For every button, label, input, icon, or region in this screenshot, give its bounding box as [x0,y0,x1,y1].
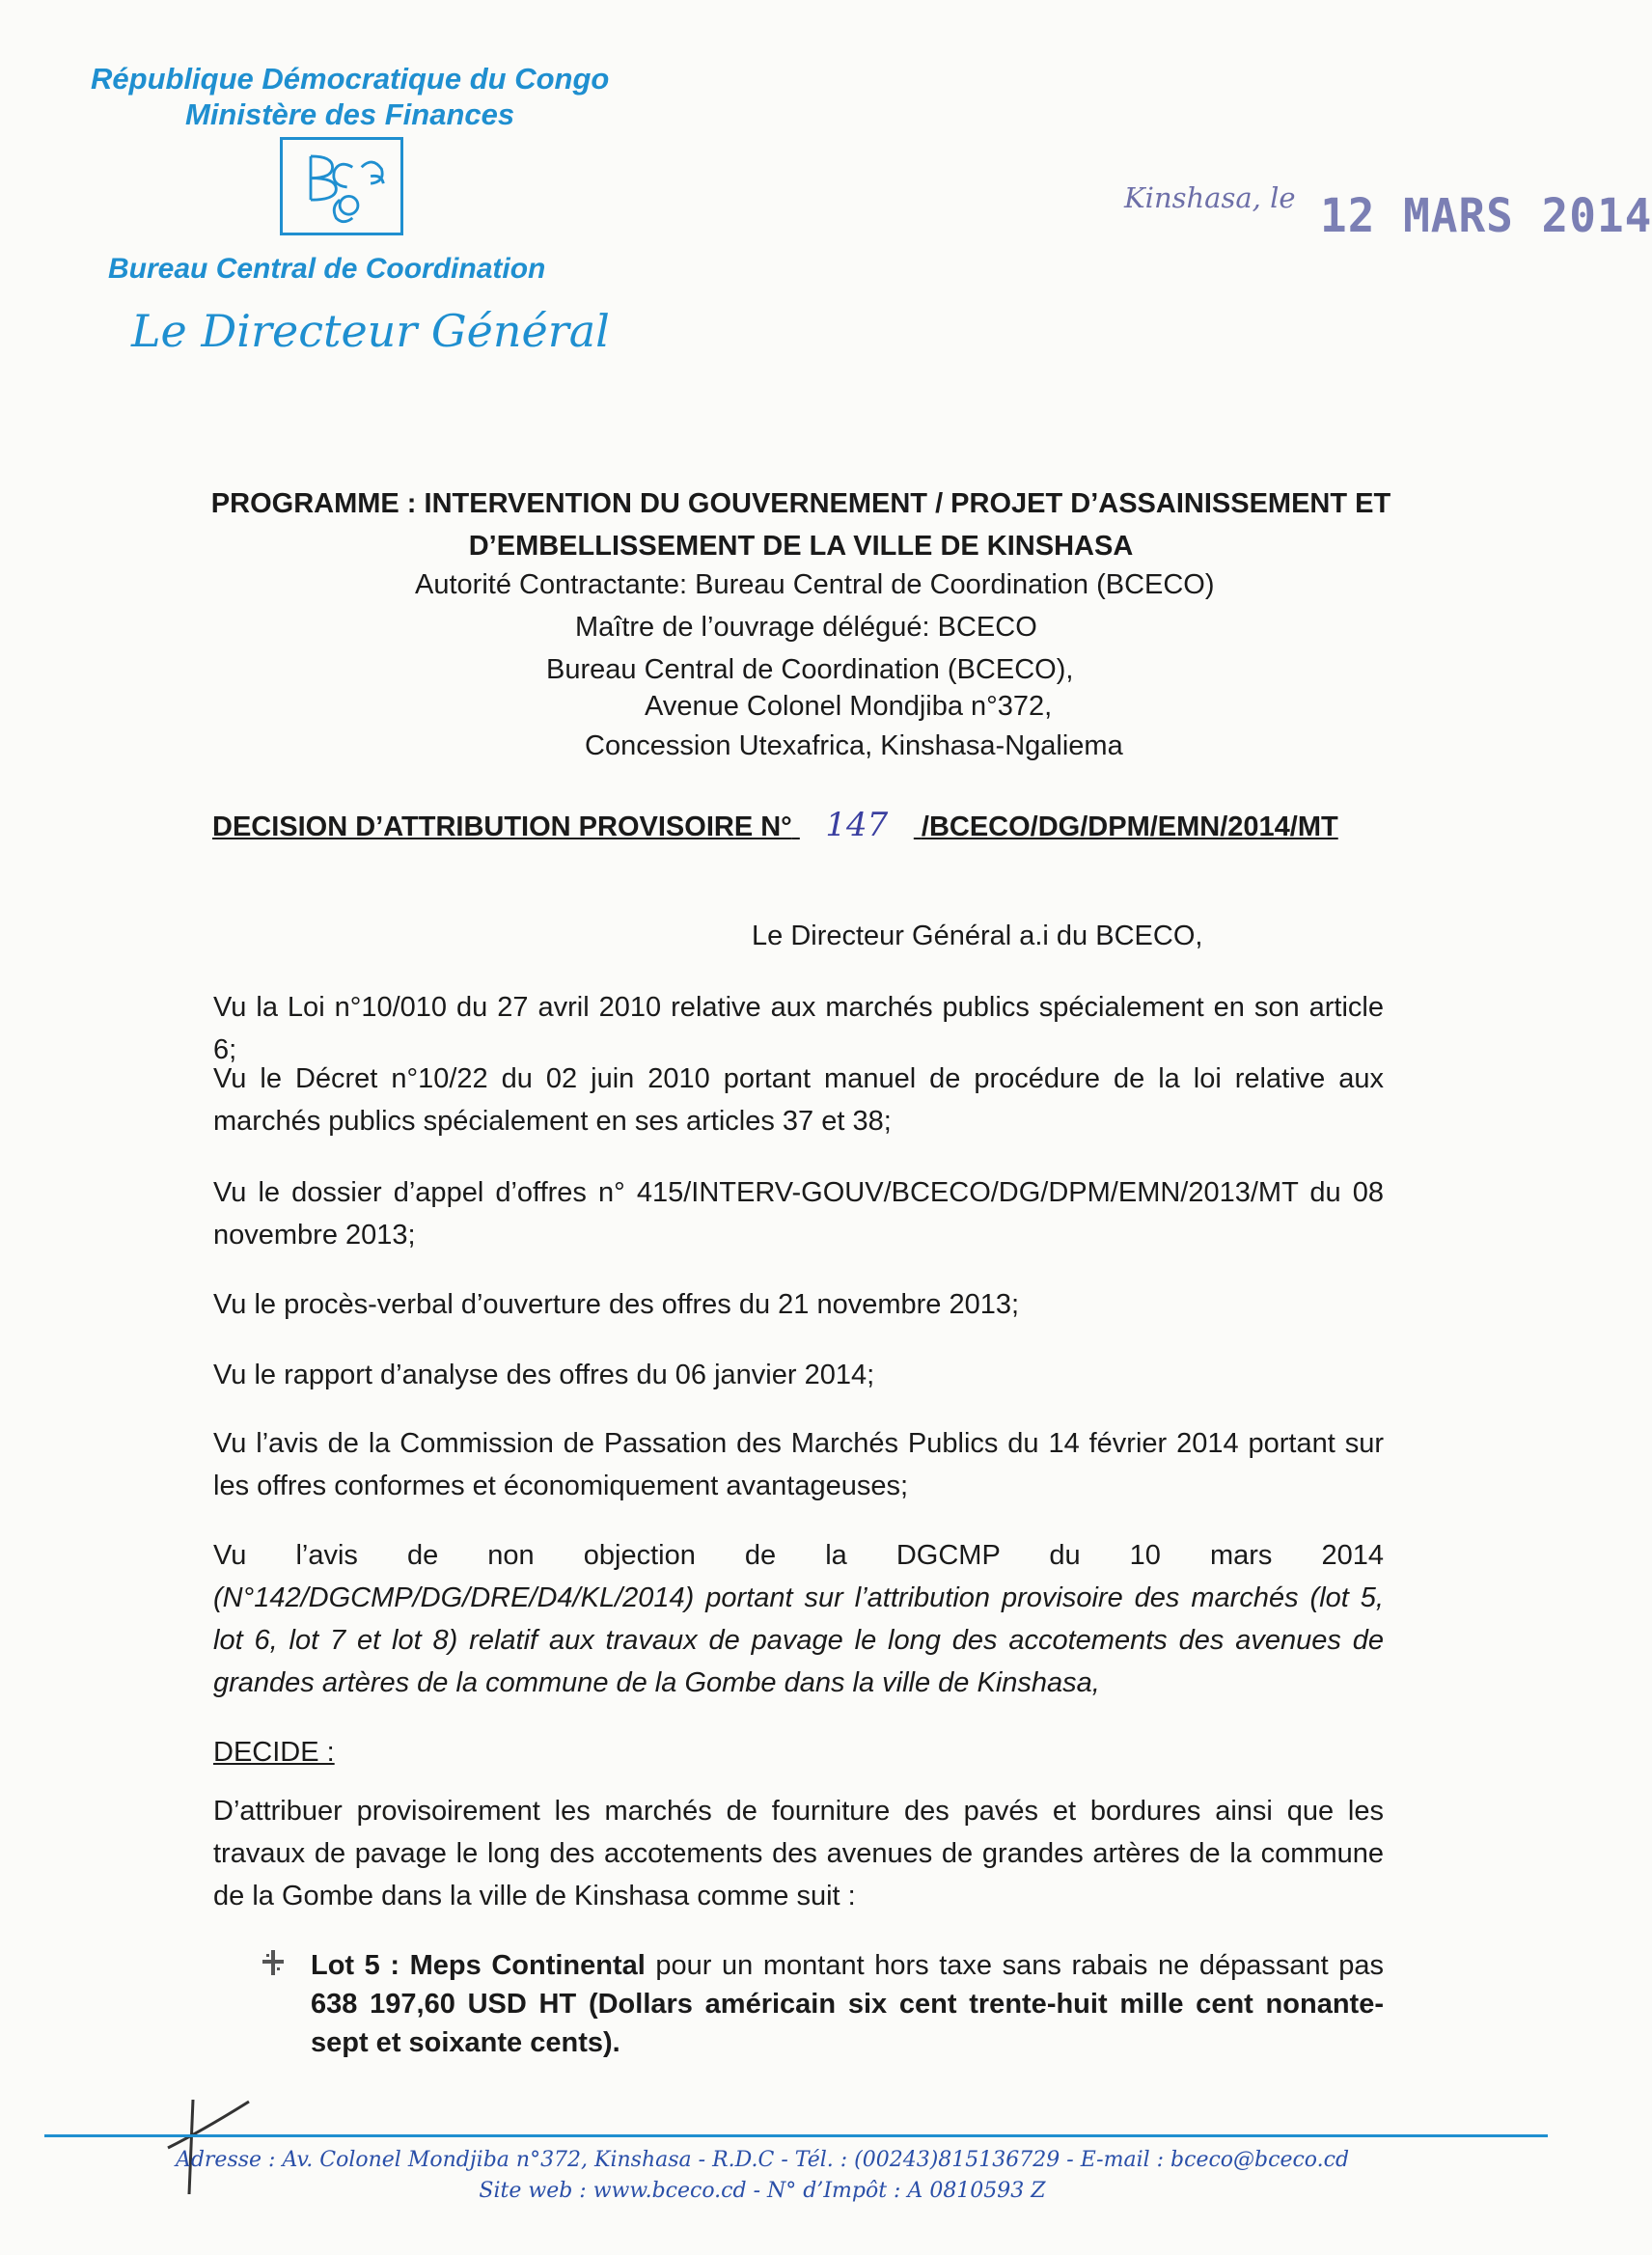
decision-title-prefix: DECISION D’ATTRIBUTION PROVISOIRE N° [212,811,792,842]
contracting-authority: Autorité Contractante: Bureau Central de Coordination (BCECO) [415,569,1215,600]
letterhead-bureau: Bureau Central de Coordination [108,253,546,285]
address-line: Bureau Central de Coordination (BCECO), [546,654,1074,685]
bceco-logo-icon [283,140,400,233]
consideration-paragraph: Vu l’avis de la Commission de Passation des Marchés Publics du 14 février 2014 portant sur les offres conformes et économiquement avantageuses; [213,1428,1384,1501]
lot-label: Lot 5 : Meps Continental [311,1950,646,1981]
consideration-italic: (N°142/DGCMP/DG/DRE/D4/KL/2014) portant sur l’attribution provisoire des marchés (lot 5, lot 6, lot 7 et lot 8) relatif aux travaux de pavage le long des accotements des avenues de grandes artères de la commune de la Gombe dans la ville de Kinshasa, [213,1582,1384,1698]
consideration-paragraph: Vu le procès-verbal d’ouverture des offres du 21 novembre 2013; [213,1289,1020,1320]
date-place: Kinshasa, le [1124,181,1296,214]
address-line: Avenue Colonel Mondjiba n°372, [645,691,1053,722]
lot-description: pour un montant hors taxe sans rabais ne dépassant pas [645,1950,1385,1981]
cross-bullet-icon [261,1948,286,1977]
footer-website-tax: Site web : www.bceco.cd - N° d’Impôt : A 0810593 Z [479,2179,1046,2203]
consideration-paragraph: Vu la Loi n°10/010 du 27 avril 2010 relative aux marchés publics spécialement en son article 6; [213,992,1384,1065]
lot-amount: 638 197,60 USD HT (Dollars américain six cent trente-huit mille cent nonante-sept et soixante cents). [311,1989,1384,2058]
lot-item [261,1946,1384,2062]
consideration-lead: Vu l’avis de non objection de la DGCMP du 10 mars 2014 [213,1540,1384,1571]
date-stamp: 12 MARS 2014 [1320,187,1652,243]
consideration-paragraph: Vu le rapport d’analyse des offres du 06 janvier 2014; [213,1360,875,1390]
letterhead-ministry: Ministère des Finances [185,97,515,131]
decision-title [212,806,1338,844]
consideration-paragraph-dgcmp [213,1534,1384,1704]
decision-number-handwritten: 147 [825,806,889,844]
decision-title-suffix: /BCECO/DG/DPM/EMN/2014/MT [921,811,1338,842]
address-line: Concession Utexafrica, Kinshasa-Ngaliema [585,730,1123,761]
consideration-paragraph: Vu le dossier d’appel d’offres n° 415/INTERV-GOUV/BCECO/DG/DPM/EMN/2013/MT du 08 novembre 2013; [213,1177,1384,1251]
lot-text [311,1946,1384,2062]
footer-address: Adresse : Av. Colonel Mondjiba n°372, Kinshasa - R.D.C - Tél. : (00243)815136729 - E-mail : bceco@bceco.cd [175,2148,1350,2172]
bceco-logo [280,137,403,235]
attribution-paragraph: D’attribuer provisoirement les marchés de fourniture des pavés et bordures ainsi que les travaux de pavage le long des accotements des avenues de grandes artères de la commune de la Gombe dans la ville de Kinshasa comme suit : [213,1796,1384,1911]
director-general-script-title: Le Directeur Général [131,305,610,357]
footer-rule [44,2134,1548,2137]
director-intro: Le Directeur Général a.i du BCECO, [752,921,1203,951]
delegated-owner: Maître de l’ouvrage délégué: BCECO [575,612,1037,643]
program-title: PROGRAMME : INTERVENTION DU GOUVERNEMENT / PROJET D’ASSAINISSEMENT ET D’EMBELLISSEMENT DE LA VILLE DE KINSHASA [210,488,1391,562]
consideration-paragraph: Vu le Décret n°10/22 du 02 juin 2010 portant manuel de procédure de la loi relative aux marchés publics spécialement en ses articles 37 et 38; [213,1063,1384,1137]
letterhead-country: République Démocratique du Congo [91,62,610,96]
decide-label: DECIDE : [213,1737,335,1768]
